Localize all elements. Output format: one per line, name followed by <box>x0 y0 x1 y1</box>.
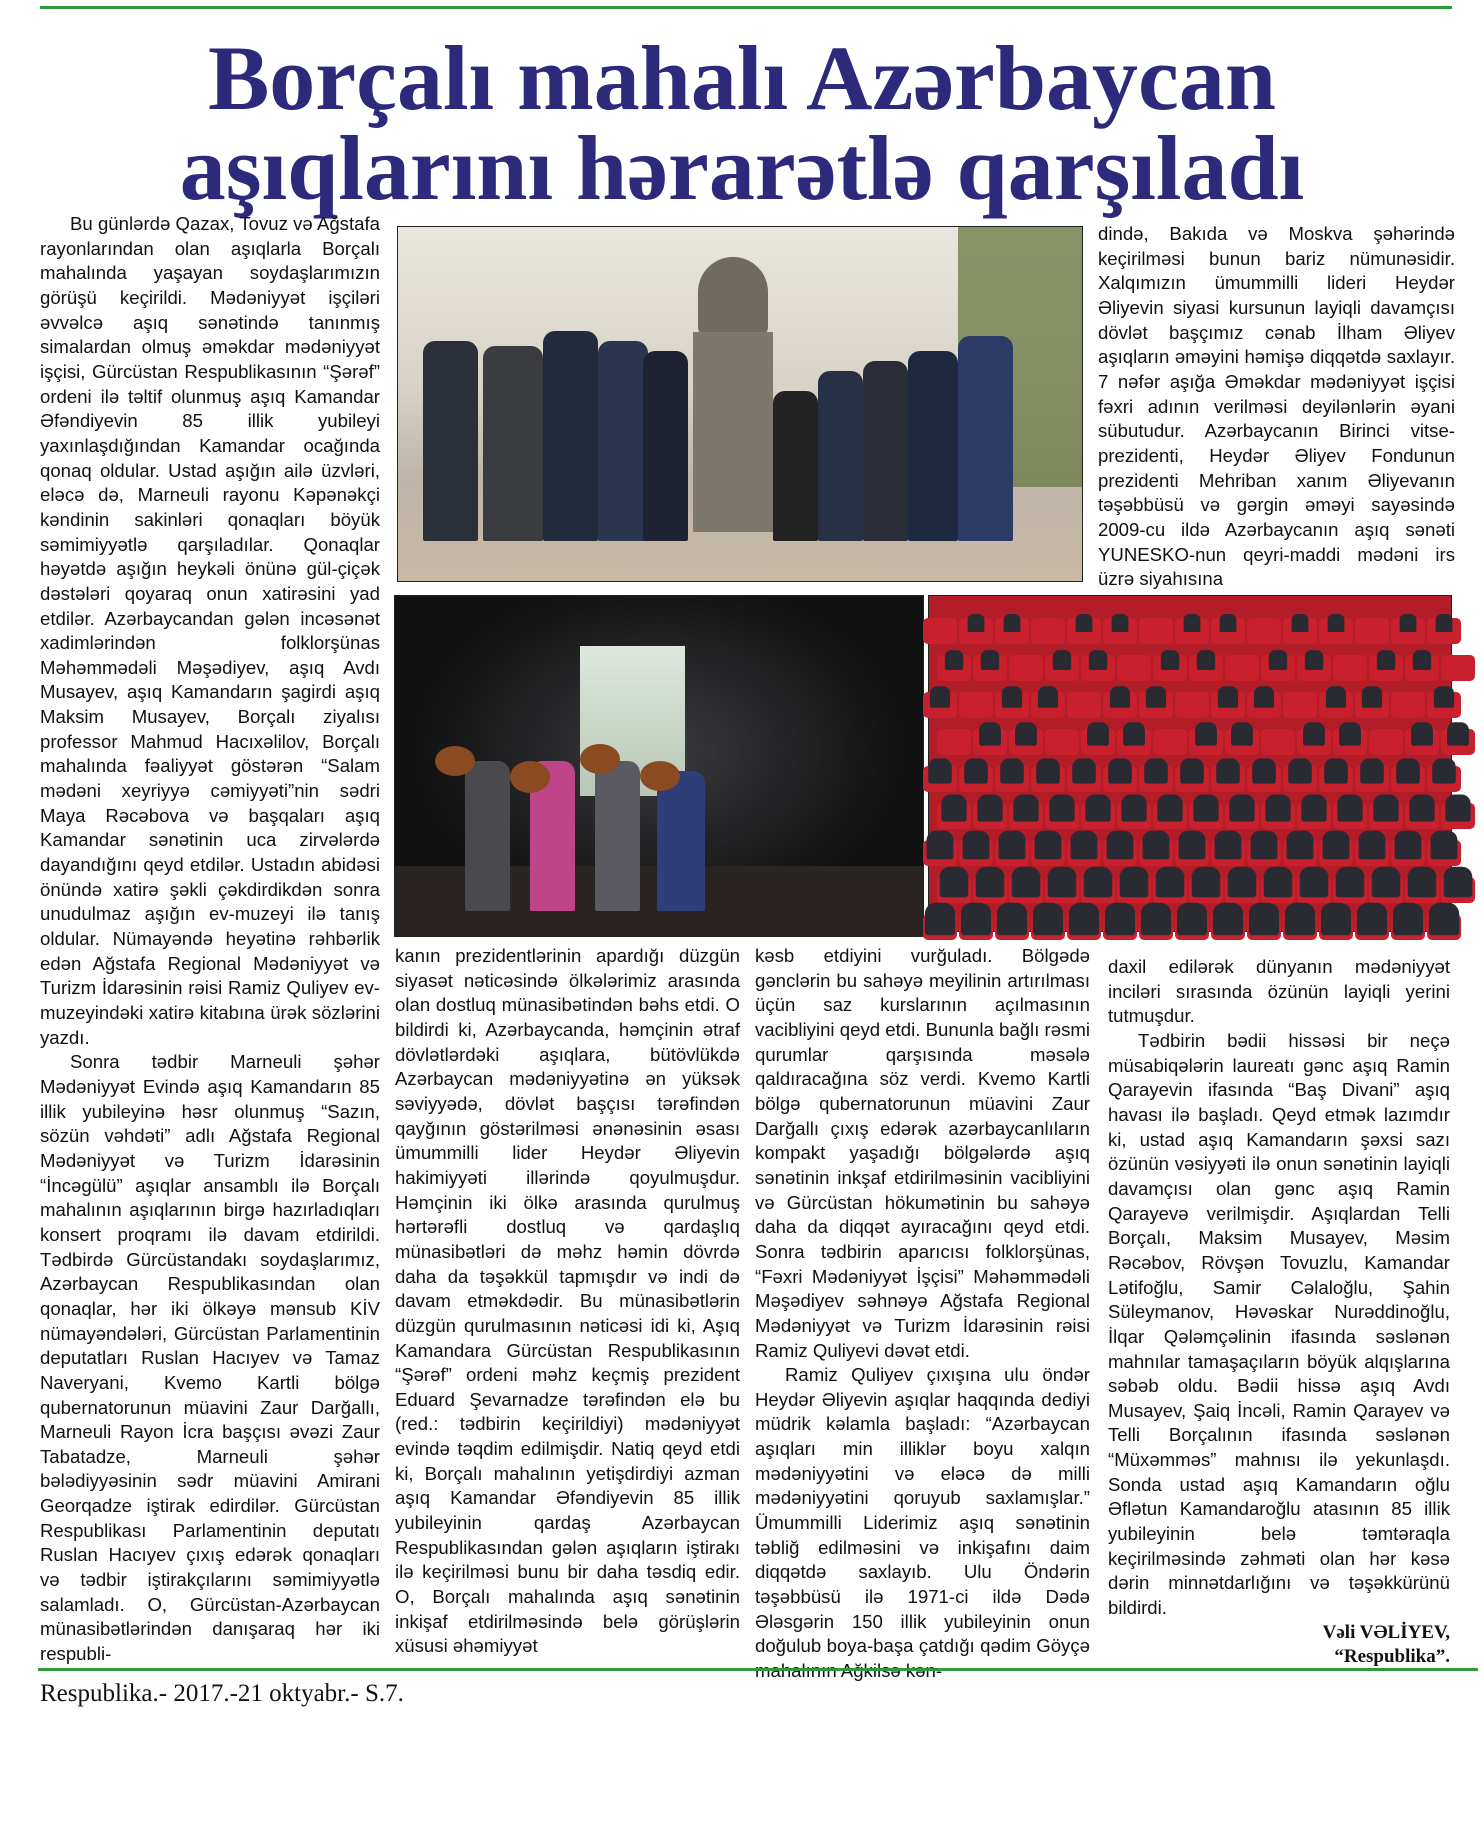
audience-member <box>930 686 950 708</box>
seat <box>1117 655 1151 681</box>
audience-member <box>1287 831 1314 860</box>
audience-member <box>1292 614 1309 632</box>
audience-member <box>1396 758 1420 783</box>
audience-member <box>1408 867 1437 898</box>
photo-stage-performance <box>394 595 924 937</box>
audience-member <box>1252 758 1276 783</box>
audience-member <box>1084 867 1113 898</box>
audience-member <box>1161 650 1179 670</box>
seat <box>1333 655 1367 681</box>
audience-member <box>1157 795 1182 822</box>
audience-member <box>1110 686 1130 708</box>
audience-member <box>979 722 1001 745</box>
audience-member <box>1146 686 1166 708</box>
audience-member <box>1143 831 1170 860</box>
audience-member <box>1071 831 1098 860</box>
audience-member <box>1123 722 1145 745</box>
audience-member <box>1324 758 1348 783</box>
saz-instrument <box>435 746 475 776</box>
paragraph: dində, Bakıda və Moskva şəhərində keçirilməsi bunun bariz nümunəsidir. Xalqımızın ümummilli lideri Heydər Əliyevin siyasi kursunun layiqli davamçısı dövlət başçımız cənab İlham Əliyev aşıqların əməyini həmişə diqqətdə saxlayır. 7 nəfər aşığa Əməkdar mədəniyyət işçisi fəxri adının verilməsi deyilənlərin əyani sübutudur. Azərbaycanın Birinci vitse-prezidenti, Heydər Əliyev Fondunun prezidenti Mehriban xanım Əliyevanın təşəbbüsü və gərgin əməyi sayəsində 2009-cu ildə Azərbaycanın aşıq sənəti YUNESKO-nun qeyri-maddi mədəni irs üzrə siyahısına <box>1098 223 1455 590</box>
audience-member <box>1087 722 1109 745</box>
audience-member <box>1089 650 1107 670</box>
audience-member <box>1215 831 1242 860</box>
audience-member <box>1035 831 1062 860</box>
audience-member <box>1184 614 1201 632</box>
audience-member <box>1012 867 1041 898</box>
seat <box>1355 618 1389 644</box>
article-column-2 <box>395 944 740 1657</box>
audience-member <box>1288 758 1312 783</box>
audience-member <box>1413 650 1431 670</box>
people-row <box>413 307 1052 541</box>
saz-instrument <box>510 761 550 793</box>
audience-member <box>968 614 985 632</box>
photo-group-at-monument <box>397 226 1083 582</box>
audience-member <box>1144 758 1168 783</box>
audience-member <box>1069 903 1099 935</box>
audience-member <box>940 867 969 898</box>
audience-member <box>1216 758 1240 783</box>
seat <box>1067 692 1101 718</box>
audience-member <box>1193 795 1218 822</box>
audience-member <box>1249 903 1279 935</box>
paragraph: Tədbirin bədii hissəsi bir neçə müsabiqələrin laureatı gənc aşıq Ramin Qarayevin ifasında “Baş Divani” aşıq havası ilə başladı. Qeyd etmək lazımdır ki, ustad aşıq Kamandarın şəxsi sazı özünün vəsiyyəti ilə onun sənətinin layiqli davamçısı olan gənc aşıq Ramin Qarayevə verilmişdir. Aşıqlardan Telli Borçalı, Maksim Musayev, Məsim Rəcəbov, Rövşən Tovuzlu, Kamandar Lətifoğlu, Samir Cəlaloğlu, Şahin Süleymanov, Həvəskar Nurəddinoğlu, İlqar Qələmçəlinin ifasında səslənən mahnılar tamaşaçıların böyük alqışlarına səbəb oldu. Bədii hissə aşıq Avdı Musayev, Şaiq İncəli, Ramin Qarayev və Telli Borçalının ifasında səslənən “Müxəmməs” mahnısı ilə yekunlaşdı. Sonda ustad aşıq Kamandarın oğlu Əflətun Kamandaroğlu atasının 85 illik yubileyinin belə təmtəraqla keçirilməsində zəhməti olan hər kəsə dərin minnətdarlığını və təşəkkürünü bildirdi. <box>1108 1029 1450 1619</box>
headline-line-1: Borçalı mahalı Azərbaycan <box>207 27 1277 129</box>
bottom-rule <box>38 1668 1478 1671</box>
saz-instrument <box>580 744 620 774</box>
audience-member <box>1395 831 1422 860</box>
seat <box>1261 729 1295 755</box>
audience-member <box>1434 686 1454 708</box>
audience-member <box>1400 614 1417 632</box>
audience-member <box>1447 722 1469 745</box>
audience-member <box>1105 903 1135 935</box>
seat <box>1247 618 1281 644</box>
audience-member <box>1393 903 1423 935</box>
audience-member <box>1108 758 1132 783</box>
audience-member <box>1303 722 1325 745</box>
audience-member <box>1445 795 1470 822</box>
audience-member <box>925 903 955 935</box>
audience-member <box>977 795 1002 822</box>
audience-member <box>1048 867 1077 898</box>
audience-member <box>1195 722 1217 745</box>
audience-member <box>1254 686 1274 708</box>
headline-line-2: aşıqlarını hərarətlə qarşıladı <box>179 117 1305 219</box>
audience-member <box>1002 686 1022 708</box>
seat <box>1045 729 1079 755</box>
audience-member <box>928 758 952 783</box>
audience-member <box>1337 795 1362 822</box>
audience-member <box>1229 795 1254 822</box>
article-column-4-bottom <box>1108 955 1450 1667</box>
audience-member <box>1377 650 1395 670</box>
audience-member <box>941 795 966 822</box>
seat <box>1175 692 1209 718</box>
audience-member <box>1085 795 1110 822</box>
paragraph: Bu günlərdə Qazax, Tovuz və Ağstafa rayonlarından olan aşıqlarla Borçalı mahalında yaşayan soydaşlarımızın görüşü keçirildi. Mədəniyyət işçiləri əvvəlcə aşıq sənətində tanınmış simalardan olmuş əməkdar mədəniyyət işçisi, Gürcüstan Respublikasının “Şərəf” ordeni ilə təltif olunmuş aşıq Kamandar Əfəndiyevin 85 illik yubileyi yaxınlaşdığından Kamandar ocağında qonaq oldular. Ustad aşığın ailə üzvləri, eləcə də, Marneuli rayonu Kəpənəkçi kəndinin sakinləri qonaqları böyük səmimiyyətlə qarşıladılar. Qonaqlar həyətdə aşığın heykəli önünə gül-çiçək dəstələri qoyaraq onun xatirəsini yad etdilər. Azərbaycandan gələn incəsənət xadimlərindən folklorşünas Məhəmmədəli Məşədiyev, aşıq Avdı Musayev, aşıq Kamandarın şagirdi aşıq Maksim Musayev, Borçalı ziyalısı professor Mahmud Hacıxəlilov, Borçalı mahalında fəaliyyət göstərən “Salam mədəni xeyriyyə cəmiyyəti”nin sədri Maya Rəcəbova və başqaları aşıq Kamandar sənətinin uca zirvələrdə dayandığını qeyd etdilər. Ustadın abidəsi önündə xatirə şəkli çəkdirdikdən sonra unudulmaz aşığın ev-muzeyi ilə tanış oldular. Nümayəndə heyətinə rəhbərlik edən Ağstafa Regional Mədəniyyət və Turizm İdarəsinin rəisi Ramiz Quliyev ev-muzeyindəki xatirə kitabına ürək sözlərini yazdı. <box>40 213 380 1048</box>
audience-member <box>1269 650 1287 670</box>
audience-member <box>1177 903 1207 935</box>
audience-member <box>1015 722 1037 745</box>
audience-member <box>961 903 991 935</box>
paragraph: kəsb etdiyini vurğuladı. Bölgədə gənclərin bu sahəyə meyilinin artırılması üçün saz kurslarının açılmasının vacibliyini qeyd etdi. Bununla bağlı rəsmi qurumlar qarşısında məsələ qaldıracağına söz verdi. Kvemo Kartli bölgə qubernatorunun müavini Zaur Darğallı çıxış edərək azərbaycanlıların kompakt yaşadığı bölgələrdə aşıq sənətinin inkşaf etdirilməsinin vacibliyini və Gürcüstan hökumətinin bu sahəyə daha da diqqət ayıracağını qeyd etdi. Sonra tədbirin aparıcısı folklorşünas, “Fəxri Mədəniyyət İşçisi” Məhəmmədəli Məşədiyev səhnəyə Ağstafa Regional Mədəniyyət və Turizm İdarəsinin rəisi Ramiz Quliyevi dəvət etdi. <box>755 945 1090 1361</box>
seat <box>923 618 957 644</box>
audience-member <box>1220 614 1237 632</box>
audience-member <box>1156 867 1185 898</box>
audience-member <box>1409 795 1434 822</box>
audience-member <box>1301 795 1326 822</box>
audience-member <box>999 831 1026 860</box>
seat <box>1139 618 1173 644</box>
audience-member <box>1373 795 1398 822</box>
audience-member <box>1372 867 1401 898</box>
audience-member <box>997 903 1027 935</box>
audience-member <box>1436 614 1453 632</box>
paragraph: kanın prezidentlərinin apardığı düzgün siyasət nəticəsində ölkələrimiz arasında olan dostluq münasibətindən bəhs etdi. O bildirdi ki, Azərbaycanda, həmçinin ətraf dövlətlərdəki aşıqlara, bütövlükdə Azərbaycan mədəniyyətinə ən yüksək səviyyədə, dövlət başçısı tərəfindən qayğının göstərilməsi ənənəsinin əsası ümummilli lider Heydər Əliyevin hakimiyyəti illərində qoyulmuşdur. Həmçinin iki ölkə arasında qurulmuş hərtərəfli dostluq və qardaşlıq münasibətləri də məhz həmin dövrdə daha da təşəkkül tapmışdır və indi də davam etməkdədir. Bu münasibətlərin düzgün qurulmasının nəticəsi idi ki, Aşıq Kamandara Gürcüstan Respublikasının “Şərəf” ordeni məhz keçmiş prezident Eduard Şevarnadze tərəfindən elə bu (red.: tədbirin keçirildiyi) mədəniyyət evində təqdim edilmişdir. Natiq qeyd etdi ki, Borçalı mahalının yetişdirdiyi azman aşıq Kamandar Əfəndiyevin 85 illik yubileyinin qardaş Azərbaycan Respublikasından gələn aşıqların iştirakı ilə keçirilməsi bunu bir daha təsdiq edir. O, Borçalı mahalında aşıq sənətinin inkişaf etdirilməsində belə görüşlərin xüsusi əhəmiyyət <box>395 945 740 1657</box>
audience-member <box>1411 722 1433 745</box>
seat <box>1009 655 1043 681</box>
audience-member <box>1112 614 1129 632</box>
seat <box>1031 618 1065 644</box>
audience-member <box>1326 686 1346 708</box>
audience-member <box>1072 758 1096 783</box>
audience-member <box>1076 614 1093 632</box>
audience-member <box>1359 831 1386 860</box>
seat <box>1225 655 1259 681</box>
photo-audience <box>928 595 1452 932</box>
audience-member <box>1285 903 1315 935</box>
audience-member <box>927 831 954 860</box>
audience-member <box>1192 867 1221 898</box>
audience-member <box>1107 831 1134 860</box>
audience-member <box>1033 903 1063 935</box>
article-column-4-top <box>1098 222 1455 592</box>
audience-member <box>1305 650 1323 670</box>
paragraph: Sonra tədbir Marneuli şəhər Mədəniyyət Evində aşıq Kamandarın 85 illik yubileyinə həsr olunmuş “Sazın, sözün vəhdəti” adlı Ağstafa Regional Mədəniyyət və Turizm İdarəsinin “İncəgülü” aşıqlar ansamblı ilə Borçalı mahalının aşıqlarının birgə hazırladıqları konsert proqramı ilə davam etdirildi. Tədbirdə Gürcüstandakı soydaşlarımız, Azərbaycan Respublikasından olan qonaqlar, hər iki ölkəyə mənsub KİV nümayəndələri, Gürcüstan Parlamentinin deputatları Ruslan Hacıyev və Tamaz Naveryani, Kvemo Kartli bölgə qubernatorunun müavini Zaur Darğallı, Marneuli Rayon İcra başçısı əvəzi Zaur Tabatadze, Marneuli şəhər bələdiyyəsinin sədr müavini Amirani Georqadze iştirak edirdilər. Gürcüstan Respublikası Parlamentinin deputatı Ruslan Hacıyev çıxış edərək qonaqları və tədbir iştirakçılarını səmimiyyətlə salamladı. O, Gürcüstan-Azərbaycan münasibətlərindən danışaraq hər iki respubli- <box>40 1051 380 1665</box>
audience-member <box>964 758 988 783</box>
audience-member <box>1251 831 1278 860</box>
audience-member <box>976 867 1005 898</box>
audience-member <box>1049 795 1074 822</box>
audience-member <box>1265 795 1290 822</box>
audience-member <box>963 831 990 860</box>
audience-member <box>1429 903 1459 935</box>
saz-instrument <box>640 761 680 791</box>
seat <box>959 692 993 718</box>
audience-member <box>1360 758 1384 783</box>
article-column-3 <box>755 944 1090 1657</box>
audience-member <box>1264 867 1293 898</box>
seat <box>1369 729 1403 755</box>
audience-member <box>981 650 999 670</box>
audience-member <box>1323 831 1350 860</box>
audience-member <box>1328 614 1345 632</box>
audience-member <box>1339 722 1361 745</box>
audience-member <box>1444 867 1473 898</box>
paragraph: Ramiz Quliyev çıxışına ulu öndər Heydər Əliyevin aşıqlar haqqında dediyi müdrik kəlamla başladı: “Azərbaycan aşıqları min illiklər boyu xalqın mədəniyyətini və eləcə də milli mədəniyyətini qoruyub saxlamışlar.” Ümummilli Liderimiz aşıq sənətinin təbliğ edilməsini və inkişafını daim diqqətdə saxlayıb. Ulu Öndərin təşəbbüsü ilə 1971-ci ildə Dədə Ələsgərin 150 illik yubileyinin onun doğulub boya-başa çatdığı qədim Göyçə <box>755 1364 1090 1657</box>
seat <box>1283 692 1317 718</box>
author-outlet: “Respublika”. <box>1334 1645 1450 1667</box>
audience-member <box>1036 758 1060 783</box>
audience-member <box>1213 903 1243 935</box>
audience-member <box>1431 831 1458 860</box>
audience-member <box>1179 831 1206 860</box>
paragraph: daxil edilərək dünyanın mədəniyyət inciləri sırasında özünün layiqli yerini tutmuşdur. <box>1108 956 1450 1027</box>
audience-member <box>1121 795 1146 822</box>
audience-member <box>1357 903 1387 935</box>
audience-member <box>1362 686 1382 708</box>
audience-member <box>1197 650 1215 670</box>
audience-member <box>1038 686 1058 708</box>
audience-member <box>1000 758 1024 783</box>
audience-member <box>1321 903 1351 935</box>
audience-member <box>1053 650 1071 670</box>
audience-member <box>1336 867 1365 898</box>
seat <box>937 729 971 755</box>
audience-member <box>1141 903 1171 935</box>
audience-member <box>1013 795 1038 822</box>
audience-member <box>1228 867 1257 898</box>
seat <box>1153 729 1187 755</box>
audience-member <box>1218 686 1238 708</box>
source-citation: Respublika.- 2017.-21 oktyabr.- S.7. <box>40 1680 404 1707</box>
top-rule <box>40 6 1452 9</box>
article-column-1 <box>40 212 380 1665</box>
audience-member <box>1180 758 1204 783</box>
audience-member <box>1300 867 1329 898</box>
audience-member <box>945 650 963 670</box>
audience-member <box>1432 758 1456 783</box>
audience-member <box>1120 867 1149 898</box>
audience-member <box>1231 722 1253 745</box>
seat <box>1391 692 1425 718</box>
audience-member <box>1004 614 1021 632</box>
seat <box>1441 655 1475 681</box>
author-name: Vəli VƏLİYEV, <box>1322 1621 1450 1643</box>
